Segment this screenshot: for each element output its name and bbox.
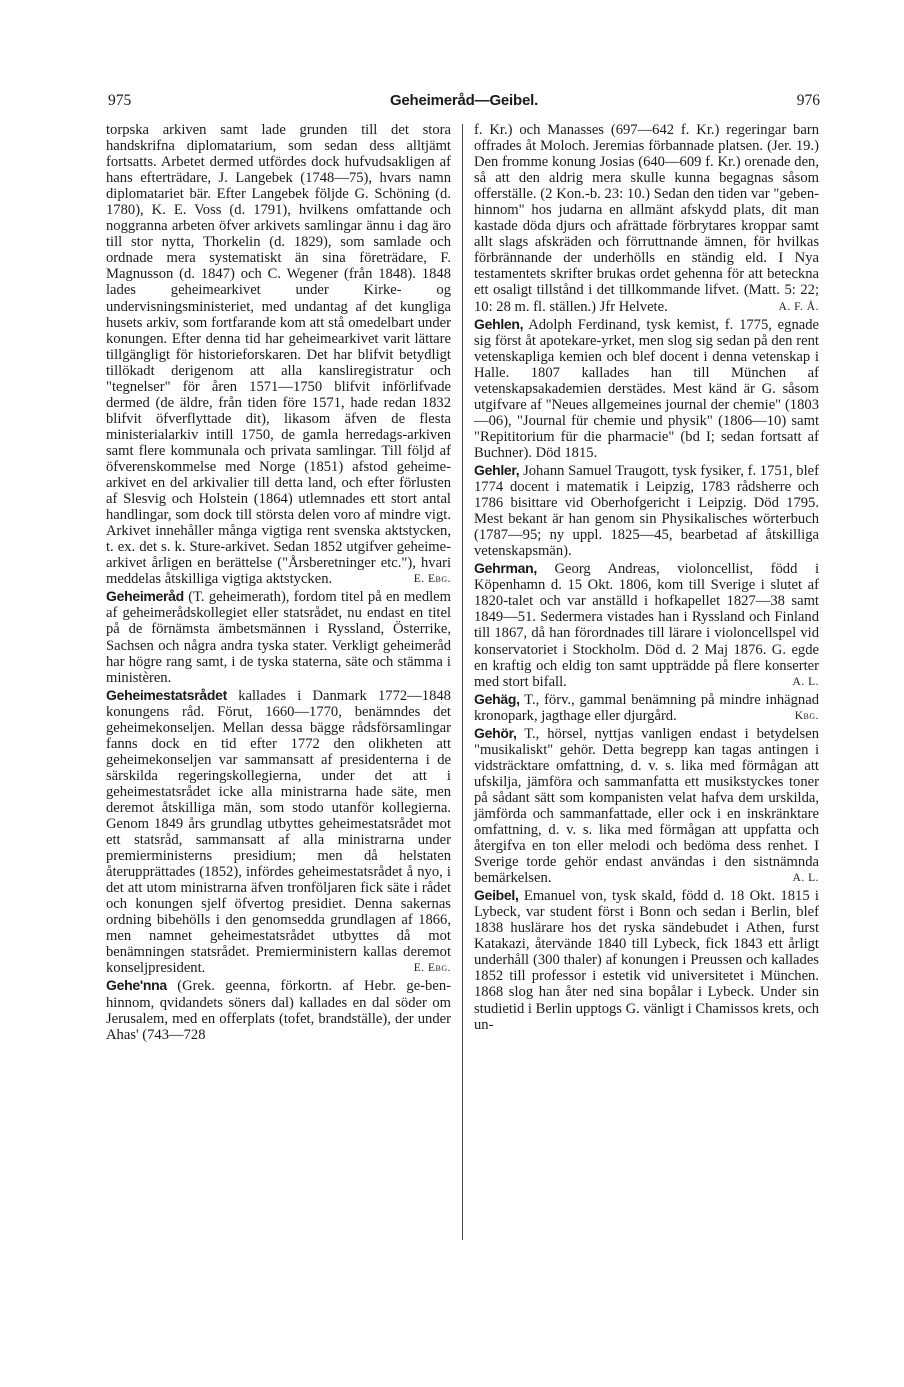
article-entry — [106, 977, 451, 1042]
author-signature: A. L. — [792, 675, 819, 688]
article-text: Georg Andreas, violoncellist, född i Köpenhamn d. 15 Okt. 1806, kom till Sverige i slutet af 1820-talet och var anställd i hofkapellet 1827—38 samt 1849—51. Sedermera vistades han i Ryssland och Finland till 1867, då han förordnades till lärare i violoncellspel vid konservatoriet i Stockholm. Död d. 2 Maj 1876. G. egde en kraftig och eldig ton samt uppträdde på flere konserter med stort bifall. — [474, 561, 820, 690]
right-column — [474, 122, 819, 1033]
article-text: kallades i Danmark 1772—1848 konungens råd. Förut, 1660—1770, benämndes det geheimekonseljen. Mellan dessa bägge rådsförsamlingar fanns dock en tid efter 1772 den olikheten att geheimekonseljen var sammansatt af presidenterna i de särskilda regeringskollegierna, under det att i geheimestatsrådet icke alla ministrarna hade säte, men deremot åtskilliga män, som stodo utanför kollegierna. Genom 1849 års grundlag utbyttes geheimestatsrådet mot ett statsråd, sammansatt af alla ministrarna under premierministerns presidium; men då helstaten återupprättades (1852), infördes geheimestatsrådet å nyo, i det att utom ministrarna äfven tronföljaren fick säte i rådet och konungen sjelf öfvertog presidiet. Denna sakernas ordning bibehölls i den genomsedda grundlagen af 1866, men namnet geheimestatsrådet utbyttes då mot benämningen statsrådet. Premierministern kallas deremot konseljpresident. — [106, 687, 451, 977]
author-signature: A. F. Å. — [778, 300, 819, 313]
author-signature: A. L. — [792, 872, 819, 885]
article-entry — [474, 725, 819, 886]
article-text: (T. geheimerath), fordom titel på en medlem af geheimerådskollegiet eller statsrådet, nu endast en titel på de förnämsta ämbetsmännen i Ryssland, Österrike, Sachsen och några andra tyska stater. Verkligt geheimeråd har högre rang samt, i de tyska staterna, säte och stämma i ministèren. — [106, 589, 452, 686]
article-headword: Geheimestatsrådet — [106, 686, 227, 703]
article-entry — [106, 588, 451, 685]
article-entry — [474, 887, 819, 1032]
article-headword: Gehör, — [474, 724, 517, 741]
article-entry — [106, 687, 451, 977]
article-entry — [474, 316, 819, 461]
article-text: Emanuel von, tysk skald, född d. 18 Okt. 1815 i Lybeck, var student först i Bonn och sedan i Berlin, blef 1838 huslärare hos det ryska sändebudet i Athen, furst Katakazi, återvände 1840 till Lybeck, fick 1843 ett årligt underhåll (300 thaler) af konungen i Preussen och kallades 1852 till professor i estetik vid universitetet i München. 1868 slog han åter ned sina bopålar i Lybeck. Under sin studietid i Berlin upptogs G. vänligt i Chamissos krets, och un- — [474, 888, 819, 1033]
article-headword: Gehler, — [474, 461, 520, 478]
article-entry — [474, 560, 819, 689]
article-text: (Grek. geenna, förkortn. af Hebr. ge-ben-hinnom, qvidandets söners dal) kallades en dal söder om Jerusalem, med en offerplats (tofet, brandställe), der under Ahas' (743—728 — [106, 978, 451, 1043]
left-column — [106, 122, 451, 1043]
article-headword: Gehäg, — [474, 690, 520, 707]
article-headword: Gehrman, — [474, 560, 537, 577]
left-page-number: 975 — [108, 92, 132, 109]
author-signature: E. Ebg. — [413, 573, 451, 586]
column-divider — [462, 124, 463, 1240]
article-text: Johann Samuel Traugott, tysk fysiker, f. 1751, blef 1774 docent i matematik i Leipzig, 1783 rådsherre och 1786 bisittare vid Oberhofgericht i Leipzig. Död 1795. Mest bekant är han genom sin Physikalisches wörterbuch (1787—95; ny uppl. 1825—45, bearbetad af åtskilliga vetenskapsmän). — [474, 462, 819, 560]
article-text: torpska arkiven samt lade grunden till det stora handskrifna diplomatarium, som sedan dess alltjämt fortsatts. Arbetet dermed utfördes dock hufvudsakligen af hans efterträdare, J. Langebek (1748—75), hvars namn diplomatariet bär. Efter Langebek följde G. Schöning (d. 1780), K. E. Voss (d. 1791), hvilkens omfattande och noggranna arbeten öfver arkivets samlingar ännu i dag äro till stor nytta, Thorkelin (d. 1829), som samlade och ordnade mera systematiskt än sina företrädare, F. Magnusson (d. 1847) och C. Wegener (från 1848). 1848 lades geheimearkivet under Kirke- og undervisningsministeriet, med undantag af det kungliga husets arkiv, som fortfarande kom att stå omedelbart under konungen. Efter denna tid har geheimearkivet varit lättare tillgängligt för historieforskaren. Det har blifvit betydligt tillökadt derigenom att alla kansliregistratur och "tegnelser" för åren 1571—1750 blifvit införlifvade dermed (de äldre, från tiden före 1571, hade redan 1832 blifvit öfverflyttade dit), likasom äfven de flesta ministerialarkiv intill 1750, de gamla herredags-arkiven samt flere kommunala och privata samlingar. Till följd af öfverenskommelse med Norge (1851) afstod geheime-arkivet en del arkivalier till detta land, och efter förlusten af Slesvig och Holstein (1864) utlemnades ett stort antal handlingar, som dock till största delen voro af mindre vigt. Arkivet innehåller många vigtiga rent svenska aktstycken, t. ex. det s. k. Sture-arkivet. Sedan 1852 utgifver geheime-arkivet årligen en berättelse ("Årsberetninger etc."), hvari meddelas åtskilliga vigtiga aktstycken. — [106, 122, 451, 588]
article-headword: Gehlen, — [474, 315, 524, 332]
page-header — [108, 92, 820, 116]
article-entry — [474, 122, 819, 315]
author-signature: E. Ebg. — [413, 962, 451, 975]
article-headword: Gehe'nna — [106, 977, 167, 994]
article-text: T., hörsel, nyttjas vanligen endast i betydelsen "musikaliskt" gehör. Detta begrepp kan tagas antingen i vidsträcktare omfattning, d. v. s. lika med förmågan att ufskilja, jämföra och sammanfatta ett musikstyckes toner på sådant sätt som kompanisten velat hafva dem urskilda, jämförda och sammanfattade, eller ock i en inskränktare omfattning, d. v. s. lika med förmågan att uppfatta och återgifva en ton eller melodi och bedöma dess renhet. I Sverige torde gehör endast användas i den sistnämnda bemärkelsen. — [474, 725, 819, 887]
article-headword: Geibel, — [474, 887, 519, 904]
article-text: T., förv., gammal benämning på mindre inhägnad kronopark, jagthage eller djurgård. — [474, 691, 820, 724]
right-page-number: 976 — [796, 92, 820, 109]
article-text: f. Kr.) och Manasses (697—642 f. Kr.) regeringar barn offrades åt Moloch. Jeremias förbannade platsen. (Jer. 19.) Den fromme konung Josias (640—609 f. Kr.) orenade den, så att den aldrig mera skulle kunna begagnas såsom offerställe. (2 Kon.-b. 23: 10.) Sedan den tiden var "geben-hinnom" hos judarna en allmänt afskydd plats, dit man kastade döda djurs och afrättade förbrytares kroppar samt allt slags afskräden och förruttnande ämnen, för hvilkas förbrännande der underhölls en ständig eld. I Nya testamentets skrifter brukas ordet gehenna för att beteckna ett osaligt tillstånd i det tillkommande lifvet. (Matt. 5: 22; 10: 28 m. fl. ställen.) Jfr Helvete. — [474, 122, 819, 315]
running-title: Geheimeråd—Geibel. — [389, 92, 539, 109]
article-text: Adolph Ferdinand, tysk kemist, f. 1775, egnade sig först åt apotekare-yrket, men slog sig sedan på den rent vetenskapliga kemien och blef docent i denna vetenskap i Halle. 1807 kallades han till München af vetenskapsakademien derstädes. Mest känd är G. såsom utgifvare af "Neues allgemeines journal der chemie" (1803—06), "Journal für chemie und physik" (1806—10) samt "Repititorium für die pharmacie" (bd I; sedan fortsatt af Buchner). Död 1815. — [474, 316, 819, 461]
article-entry — [474, 691, 819, 724]
article-entry — [106, 122, 451, 587]
author-signature: Kbg. — [794, 709, 819, 722]
article-entry — [474, 462, 819, 559]
article-headword: Geheimeråd — [106, 588, 184, 605]
